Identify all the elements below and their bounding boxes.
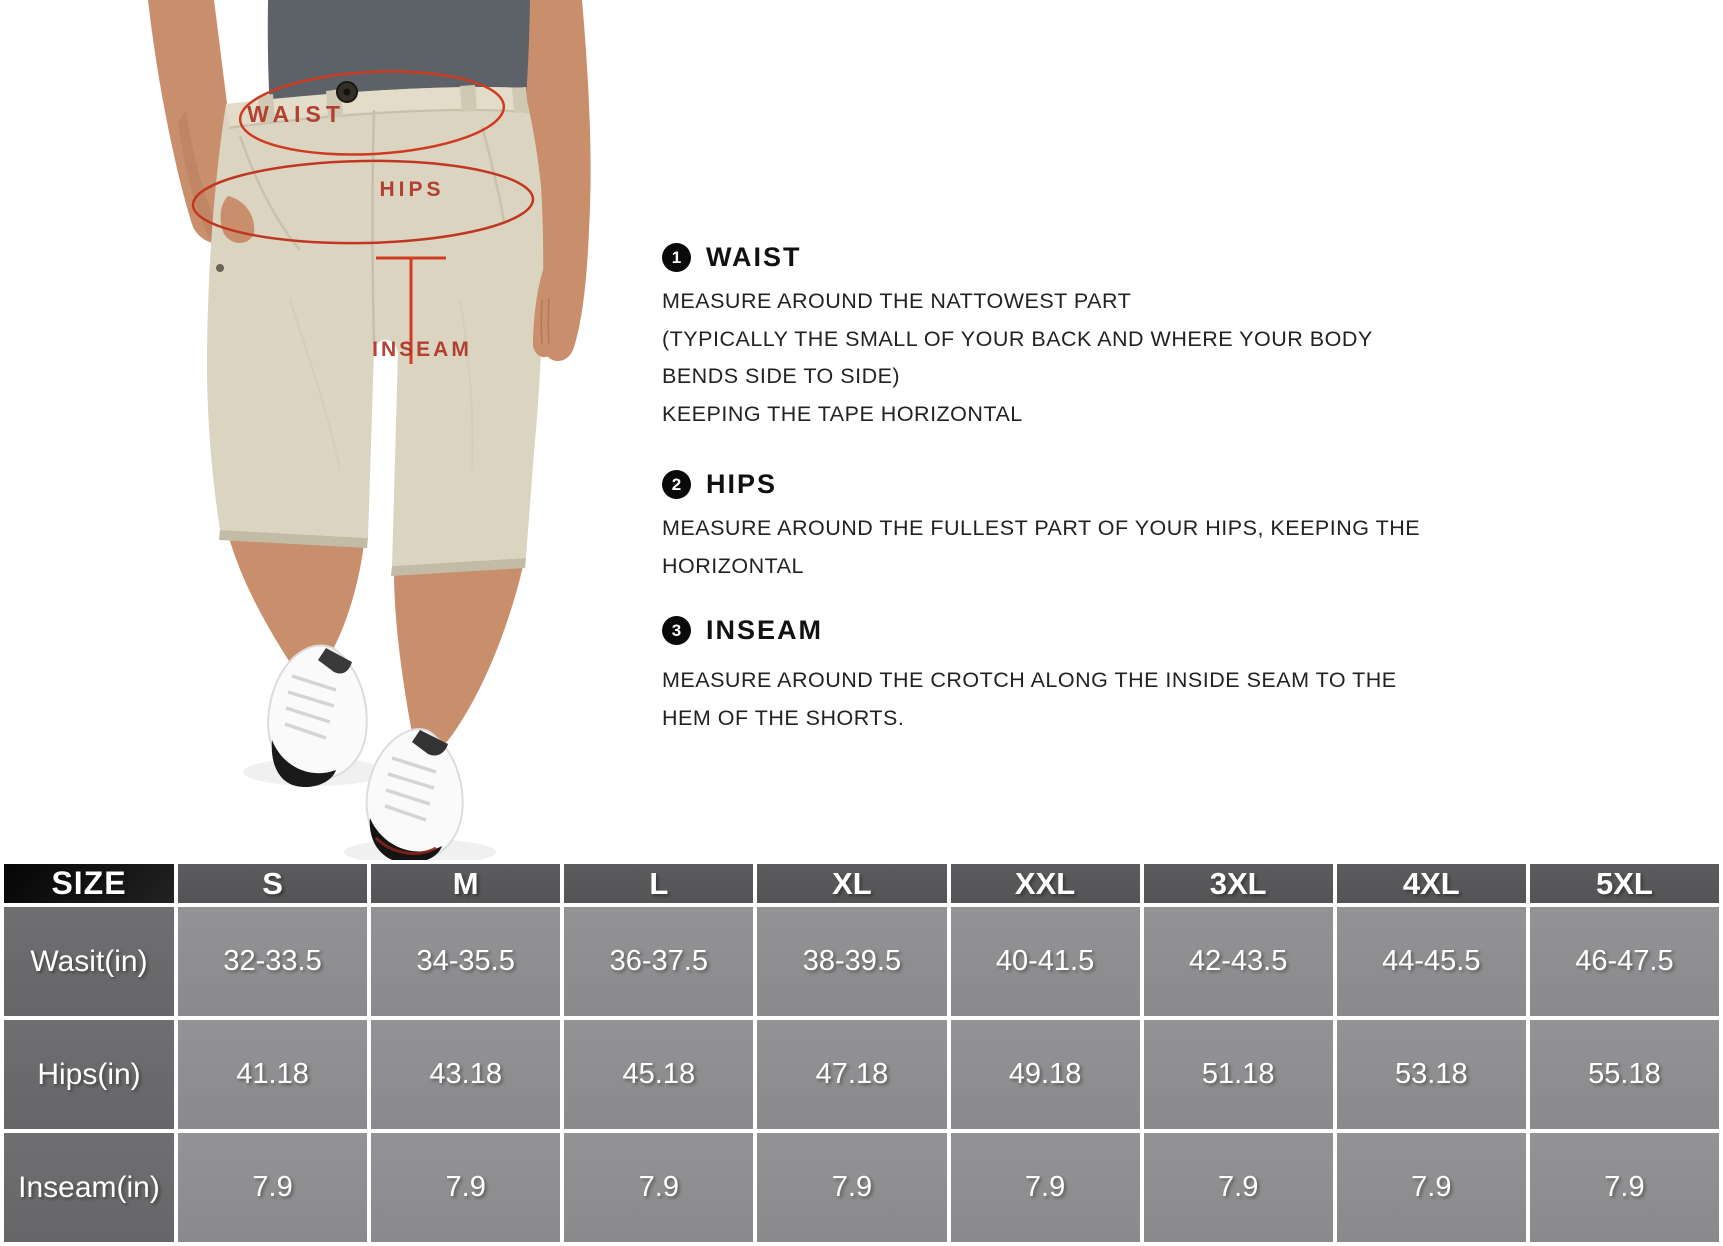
column-header-4xl: 4XL: [1337, 864, 1526, 903]
instruction-heading: [662, 469, 1422, 500]
instruction-heading: [662, 615, 1422, 646]
cell: 47.18: [757, 1020, 946, 1129]
column-header-xxl: XXL: [951, 864, 1140, 903]
column-header-l: L: [564, 864, 753, 903]
size-chart-table: [0, 860, 1723, 1246]
inseam-measure-label: INSEAM: [372, 338, 472, 361]
instruction-line: MEASURE AROUND THE FULLEST PART OF YOUR HIPS, KEEPING THE: [662, 516, 1421, 540]
column-header-xl: XL: [757, 864, 946, 903]
cell: 45.18: [564, 1020, 753, 1129]
cell: 53.18: [1337, 1020, 1526, 1129]
model-photo: [130, 0, 600, 860]
cell: 42-43.5: [1144, 907, 1333, 1016]
cell: 7.9: [951, 1133, 1140, 1242]
hips-measure-label: HIPS: [379, 178, 445, 201]
instruction-line: MEASURE AROUND THE CROTCH ALONG THE INSIDE SEAM TO THE: [662, 668, 1397, 692]
cell: 41.18: [178, 1020, 367, 1129]
instruction-waist: [662, 242, 1422, 433]
instruction-inseam: [662, 615, 1422, 737]
column-header-m: M: [371, 864, 560, 903]
row-label-waist: Wasit(in): [4, 907, 174, 1016]
cell: 51.18: [1144, 1020, 1333, 1129]
number-badge-3: 3: [662, 616, 691, 645]
zipper-pull: [216, 264, 224, 272]
instruction-line: KEEPING THE TAPE HORIZONTAL: [662, 401, 1023, 426]
instruction-title: HIPS: [706, 469, 778, 499]
number-badge-1: 1: [662, 243, 691, 272]
column-header-3xl: 3XL: [1144, 864, 1333, 903]
cell: 40-41.5: [951, 907, 1140, 1016]
cell: 36-37.5: [564, 907, 753, 1016]
cell: 7.9: [178, 1133, 367, 1242]
cell: 32-33.5: [178, 907, 367, 1016]
column-header-5xl: 5XL: [1530, 864, 1719, 903]
right-leg: [394, 562, 524, 748]
instruction-line: MEASURE AROUND THE NATTOWEST PART: [662, 289, 1132, 313]
table-row-hips: [4, 1020, 1719, 1129]
instruction-line: BENDS SIDE TO SIDE): [662, 364, 901, 388]
size-chart-header-row: [4, 864, 1719, 903]
row-label-hips: Hips(in): [4, 1020, 174, 1129]
waist-measure-label: WAIST: [247, 101, 345, 127]
cell: 7.9: [1144, 1133, 1333, 1242]
cell: 46-47.5: [1530, 907, 1719, 1016]
waist-button-center: [344, 89, 351, 96]
model-figure: [130, 0, 600, 860]
table-row-waist: [4, 907, 1719, 1016]
cell: 38-39.5: [757, 907, 946, 1016]
instruction-body: [662, 510, 1422, 585]
cell: 7.9: [371, 1133, 560, 1242]
instruction-title: WAIST: [706, 242, 802, 272]
row-label-inseam: Inseam(in): [4, 1133, 174, 1242]
instruction-line: (TYPICALLY THE SMALL OF YOUR BACK AND WHERE YOUR BODY: [662, 326, 1373, 351]
table-row-inseam: [4, 1133, 1719, 1242]
belt-loop: [460, 85, 477, 112]
size-corner-cell: SIZE: [4, 864, 174, 903]
cell: 43.18: [371, 1020, 560, 1129]
instruction-body: [662, 662, 1422, 737]
cell: 44-45.5: [1337, 907, 1526, 1016]
instruction-heading: [662, 242, 1422, 273]
cell: 7.9: [757, 1133, 946, 1242]
cell: 7.9: [564, 1133, 753, 1242]
column-header-s: S: [178, 864, 367, 903]
instruction-line: HORIZONTAL: [662, 553, 804, 578]
instruction-line: HEM OF THE SHORTS.: [662, 705, 905, 730]
shorts: [207, 87, 543, 566]
cell: 7.9: [1337, 1133, 1526, 1242]
instruction-title: INSEAM: [706, 615, 824, 645]
instruction-body: [662, 283, 1422, 433]
measurement-instructions: [662, 242, 1422, 737]
number-badge-2: 2: [662, 470, 691, 499]
left-leg: [228, 534, 364, 671]
cell: 34-35.5: [371, 907, 560, 1016]
belt-loop: [512, 87, 528, 113]
cell: 55.18: [1530, 1020, 1719, 1129]
instruction-hips: [662, 469, 1422, 585]
cell: 49.18: [951, 1020, 1140, 1129]
cell: 7.9: [1530, 1133, 1719, 1242]
